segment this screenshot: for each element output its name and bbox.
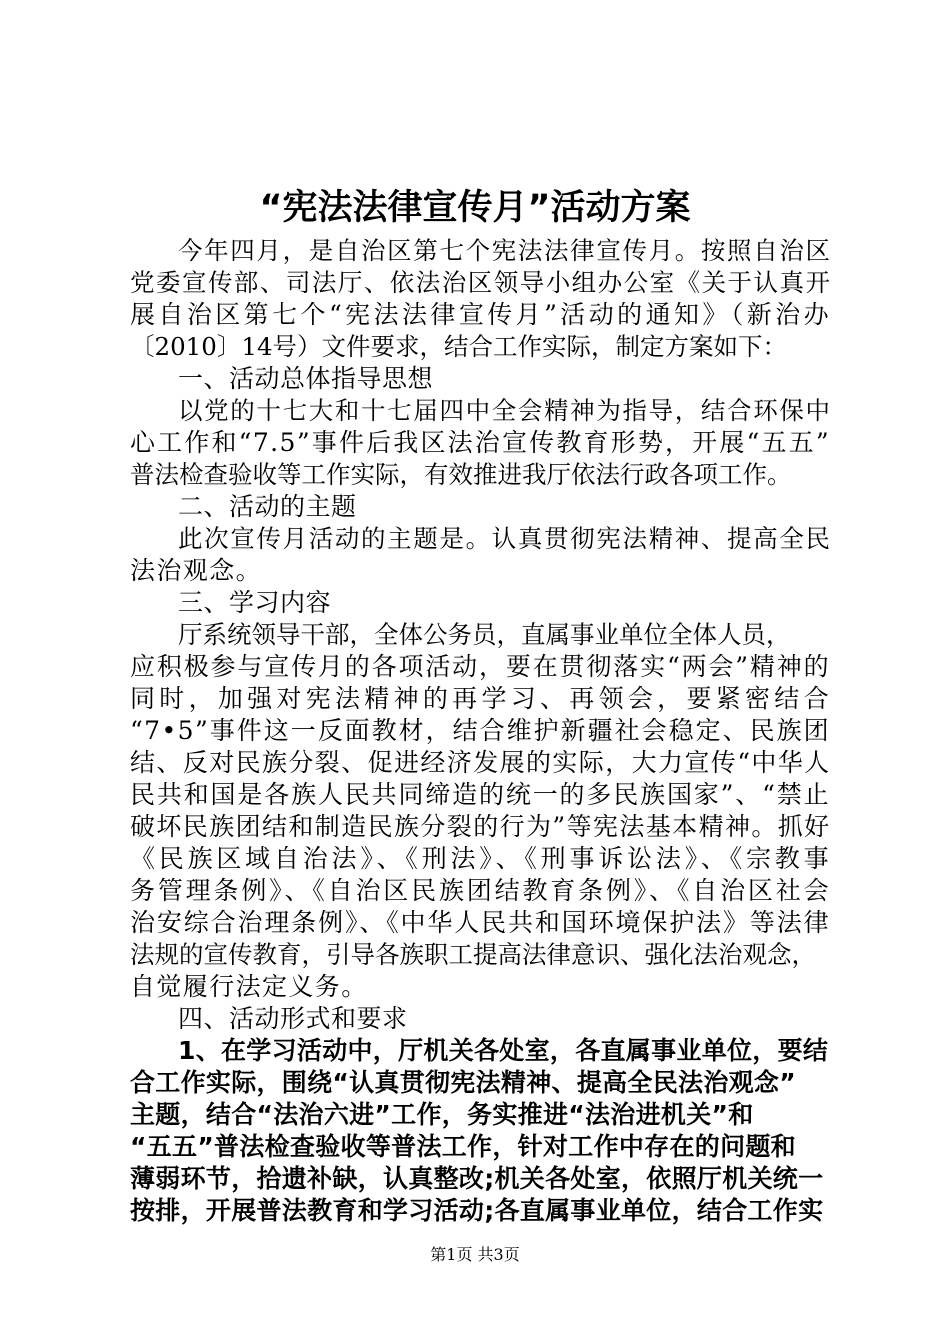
section-4-line-2: 合工作实际，围绕“认真贯彻宪法精神、提高全民法治观念” xyxy=(130,1068,796,1097)
section-3-line-12: 自觉履行法定义务。 xyxy=(130,972,368,1001)
section-heading-2: 二、活动的主题 xyxy=(178,492,357,521)
section-heading-4: 四、活动形式和要求 xyxy=(178,1004,408,1033)
page-title: “宪法法律宣传月”活动方案 xyxy=(259,188,691,228)
section-3-line-1: 厅系统领导干部，全体公务员，直属事业单位全体人员， xyxy=(178,620,791,649)
section-2-line-1: 此次宣传月活动的主题是。认真贯彻宪法精神、提高全民 xyxy=(178,524,830,553)
page-number-footer: 第1页 共3页 xyxy=(430,1245,520,1264)
paragraph-intro-line-1: 今年四月，是自治区第七个宪法法律宣传月。按照自治区 xyxy=(178,236,830,265)
section-3-line-5: 结、反对民族分裂、促进经济发展的实际，大力宣传“中华人 xyxy=(130,748,831,777)
section-heading-3: 三、学习内容 xyxy=(178,588,332,617)
section-2-line-2: 法治观念。 xyxy=(130,556,263,585)
section-4-line-5: 薄弱环节，拾遗补缺，认真整改;机关各处室，依照厅机关统一 xyxy=(130,1164,824,1193)
section-1-line-3: 普法检查验收等工作实际，有效推进我厅依法行政各项工作。 xyxy=(130,460,792,489)
section-heading-1: 一、活动总体指导思想 xyxy=(178,364,434,393)
paragraph-intro-line-2: 党委宣传部、司法厅、依法治区领导小组办公室《关于认真开 xyxy=(130,268,830,297)
section-4-line-1: 1、在学习活动中，厅机关各处室，各直属事业单位，要结 xyxy=(178,1036,829,1065)
section-3-line-4: “7•5”事件这一反面教材，结合维护新疆社会稳定、民族团 xyxy=(130,716,830,745)
section-4-line-6: 按排，开展普法教育和学习活动;各直属事业单位，结合工作实 xyxy=(130,1196,824,1225)
section-4-line-3: 主题，结合“法治六进”工作，务实推进“法治进机关”和 xyxy=(130,1100,754,1129)
section-1-line-1: 以党的十七大和十七届四中全会精神为指导，结合环保中 xyxy=(178,396,830,425)
section-3-line-10: 治安综合治理条例》、《中华人民共和国环境保护法》等法律 xyxy=(130,908,830,937)
section-3-line-9: 务管理条例》、《自治区民族团结教育条例》、《自治区社会 xyxy=(130,876,830,905)
section-3-line-8: 《民族区域自治法》、《刑法》、《刑事诉讼法》、《宗教事 xyxy=(130,844,830,873)
section-3-line-6: 民共和国是各族人民共同缔造的统一的多民族国家”、“禁止 xyxy=(130,780,830,809)
section-3-line-11: 法规的宣传教育，引导各族职工提高法律意识、强化法治观念， xyxy=(130,940,816,969)
section-3-line-7: 破坏民族团结和制造民族分裂的行为”等宪法基本精神。抓好 xyxy=(130,812,831,841)
section-1-line-2: 心工作和“7.5”事件后我区法治宣传教育形势，开展“五五” xyxy=(130,428,830,457)
paragraph-intro-line-4: 〔2010〕14号）文件要求，结合工作实际，制定方案如下： xyxy=(130,332,788,361)
section-4-line-4: “五五”普法检查验收等普法工作，针对工作中存在的问题和 xyxy=(130,1132,796,1161)
paragraph-intro-line-3: 展自治区第七个“宪法法律宣传月”活动的通知》（新治办 xyxy=(130,300,830,329)
section-3-line-2: 应积极参与宣传月的各项活动，要在贯彻落实“两会”精神的 xyxy=(130,652,830,681)
section-3-line-3: 同时，加强对宪法精神的再学习、再领会，要紧密结合 xyxy=(130,684,830,713)
